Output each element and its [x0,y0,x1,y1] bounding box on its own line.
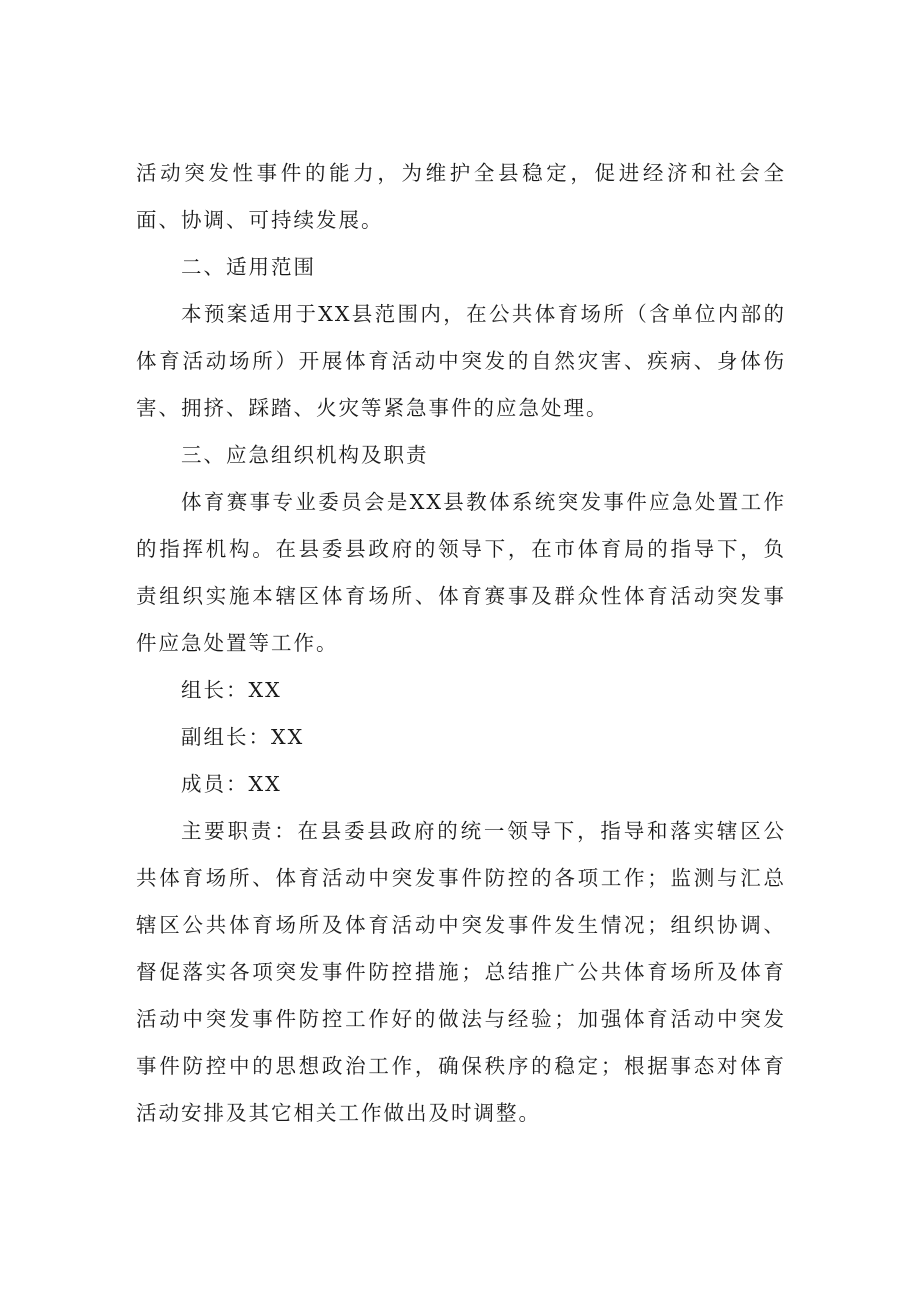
paragraph-duties: 主要职责：在县委县政府的统一领导下，指导和落实辖区公共体育场所、体育活动中突发事件防控的各项工作；监测与汇总辖区公共体育场所及体育活动中突发事件发生情况；组织协调、督促落实各项突发事件防控措施；总结推广公共体育场所及体育活动中突发事件防控工作好的做法与经验；加强体育活动中突发事件防控中的思想政治工作，确保秩序的稳定；根据事态对体育活动安排及其它相关工作做出及时调整。 [136,819,786,1125]
paragraph-leader: 组长：XX [181,678,282,702]
paragraph-scope: 本预案适用于XX县范围内，在公共体育场所（含单位内部的体育活动场所）开展体育活动中突发的自然灾害、疾病、身体伤害、拥挤、踩踏、火灾等紧急事件的应急处理。 [136,302,786,420]
section-heading-organization: 三、应急组织机构及职责 [181,443,429,467]
paragraph-deputy-leader: 副组长：XX [181,725,305,749]
section-heading-scope: 二、适用范围 [181,255,316,279]
document-body [136,150,786,1137]
paragraph-continuation: 活动突发性事件的能力，为维护全县稳定，促进经济和社会全面、协调、可持续发展。 [136,161,786,232]
paragraph-members: 成员：XX [181,772,282,796]
paragraph-committee: 体育赛事专业委员会是XX县教体系统突发事件应急处置工作的指挥机构。在县委县政府的领导下，在市体育局的指导下，负责组织实施本辖区体育场所、体育赛事及群众性体育活动突发事件应急处置等工作。 [136,490,786,655]
